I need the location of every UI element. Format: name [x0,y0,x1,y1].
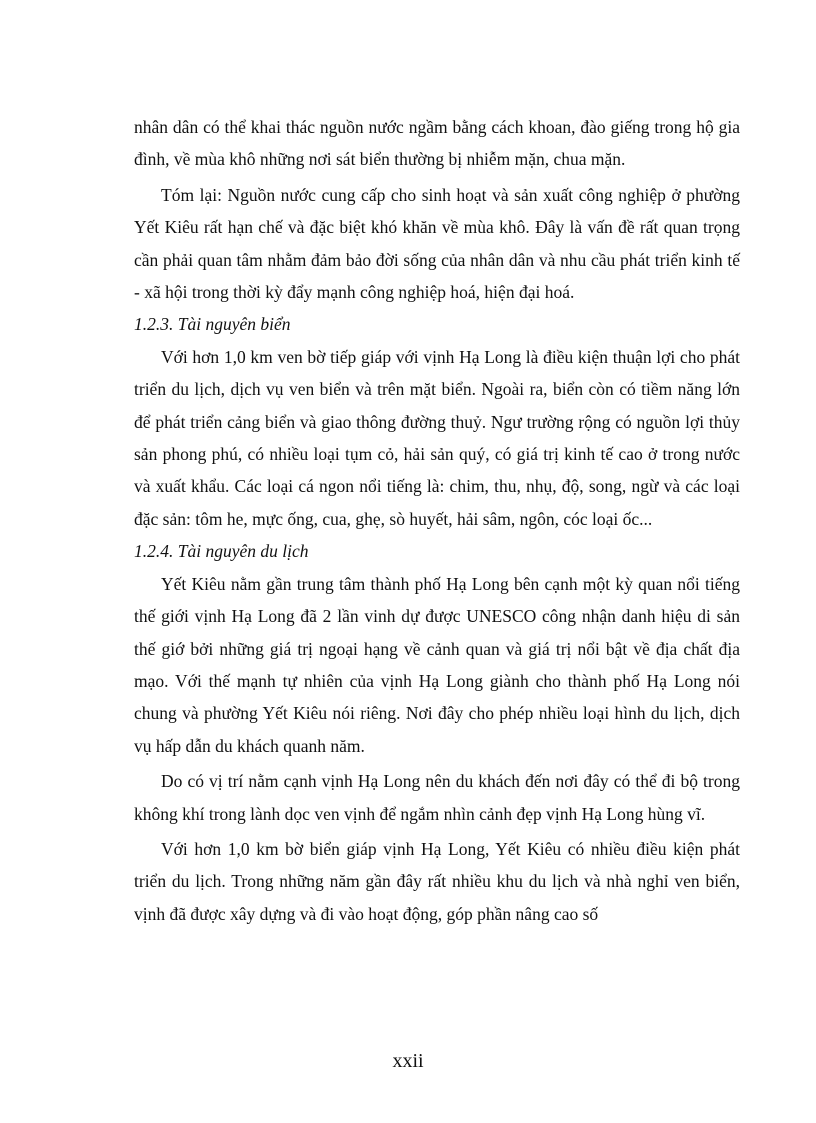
paragraph-marine-resources: Với hơn 1,0 km ven bờ tiếp giáp với vịnh Hạ Long là điều kiện thuận lợi cho phát triển du lịch, dịch vụ ven biển và trên mặt biển. Ngoài ra, biển còn có tiềm năng lớn để phát triển cảng biển và giao thông đường thuỷ. Ngư trường rộng có nguồn lợi thủy sản phong phú, có nhiều loại tụm cỏ, hải sản quý, có giá trị kinh tế cao ở trong nước và xuất khẩu. Các loại cá ngon nổi tiếng là: chim, thu, nhụ, độ, song, ngừ và các loại đặc sản: tôm he, mực ống, cua, ghẹ, sò huyết, hải sâm, ngôn, cóc loại ốc... [134,346,740,529]
heading-tourism-resources: 1.2.4. Tài nguyên du lịch [134,541,309,562]
paragraph-tourism-walk: Do có vị trí nằm cạnh vịnh Hạ Long nên du khách đến nơi đây có thể đi bộ trong không khí trong lành dọc ven vịnh để ngắm nhìn cảnh đẹp vịnh Hạ Long hùng vĩ. [134,771,740,824]
heading-marine-resources: 1.2.3. Tài nguyên biển [134,314,291,335]
paragraph-tourism-coast: Với hơn 1,0 km bờ biển giáp vịnh Hạ Long, Yết Kiêu có nhiều điều kiện phát triển du lịch. Trong những năm gần đây rất nhiều khu du lịch và nhà nghỉ ven biển, vịnh đã được xây dựng và đi vào hoạt động, góp phần nâng cao số [134,838,740,924]
paragraph-tourism-overview: Yết Kiêu nằm gần trung tâm thành phố Hạ Long bên cạnh một kỳ quan nổi tiếng thế giới vịnh Hạ Long đã 2 lần vinh dự được UNESCO công nhận danh hiệu di sản thế giớ bởi những giá trị ngoại hạng về cảnh quan và giá trị nổi bật về địa chất địa mạo. Với thế mạnh tự nhiên của vịnh Hạ Long giành cho thành phố Hạ Long nói chung và phường Yết Kiêu nói riêng. Nơi đây cho phép nhiều loại hình du lịch, dịch vụ hấp dẫn du khách quanh năm. [134,573,740,756]
paragraph-water-wells: nhân dân có thể khai thác nguồn nước ngầm bằng cách khoan, đào giếng trong hộ gia đình, về mùa khô những nơi sát biển thường bị nhiễm mặn, chua mặn. [134,117,740,170]
body-text [134,111,740,930]
page-number: xxii [392,1050,424,1072]
paragraph-summary: Tóm lại: Nguồn nước cung cấp cho sinh hoạt và sản xuất công nghiệp ở phường Yết Kiêu rất hạn chế và đặc biệt khó khăn về mùa khô. Đây là vấn đề rất quan trọng cần phải quan tâm nhằm đảm bảo đời sống của nhân dân và nhu cầu phát triển kinh tế - xã hội trong thời kỳ đẩy mạnh công nghiệp hoá, hiện đại hoá. [134,184,740,303]
